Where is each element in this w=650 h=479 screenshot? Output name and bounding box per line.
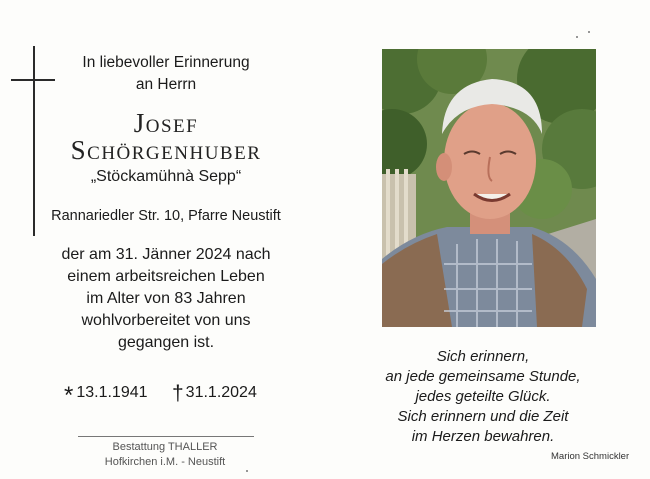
text-line: wohlvorbereitet von uns [81, 312, 251, 329]
first-name: Josef [133, 108, 199, 138]
dust-speck [246, 470, 248, 472]
text-line: einem arbeitsreichen Leben [67, 268, 265, 285]
nickname: „Stöckamühnà Sepp“ [90, 168, 242, 185]
poem-line: im Herzen bewahren. [411, 428, 555, 445]
poem-line: an jede gemeinsame Stunde, [385, 368, 581, 385]
obituary-text [28, 244, 304, 354]
poem-line: Sich erinnern und die Zeit [397, 408, 569, 425]
dust-speck [576, 36, 578, 38]
poem-line: Sich erinnern, [436, 348, 530, 365]
last-name: Schörgenhuber [70, 135, 262, 165]
poem-line: jedes geteilte Glück. [415, 388, 551, 405]
poem [360, 347, 606, 447]
intro-line-1: In liebevoller Erinnerung [82, 54, 250, 71]
text-line: im Alter von 83 Jahren [86, 290, 246, 307]
divider [78, 436, 254, 437]
intro-line-2: an Herrn [135, 76, 197, 93]
birth-star-icon: * [64, 382, 74, 409]
death-date: 31.1.2024 [185, 384, 257, 401]
address: Rannariedler Str. 10, Pfarre Neustift [51, 208, 281, 224]
portrait-photo [382, 49, 596, 327]
funeral-home-name: Bestattung THALLER [112, 441, 218, 453]
birth-date: 13.1.1941 [76, 384, 148, 401]
text-line: der am 31. Jänner 2024 nach [61, 246, 271, 263]
text-line: gegangen ist. [117, 334, 215, 351]
funeral-home-location: Hofkirchen i.M. - Neustift [104, 456, 226, 468]
funeral-home [70, 440, 260, 470]
death-dagger-icon: † [171, 382, 184, 405]
dust-speck [588, 31, 590, 33]
left-column [28, 52, 304, 354]
poem-author: Marion Schmickler [551, 451, 630, 462]
life-dates [64, 382, 257, 410]
